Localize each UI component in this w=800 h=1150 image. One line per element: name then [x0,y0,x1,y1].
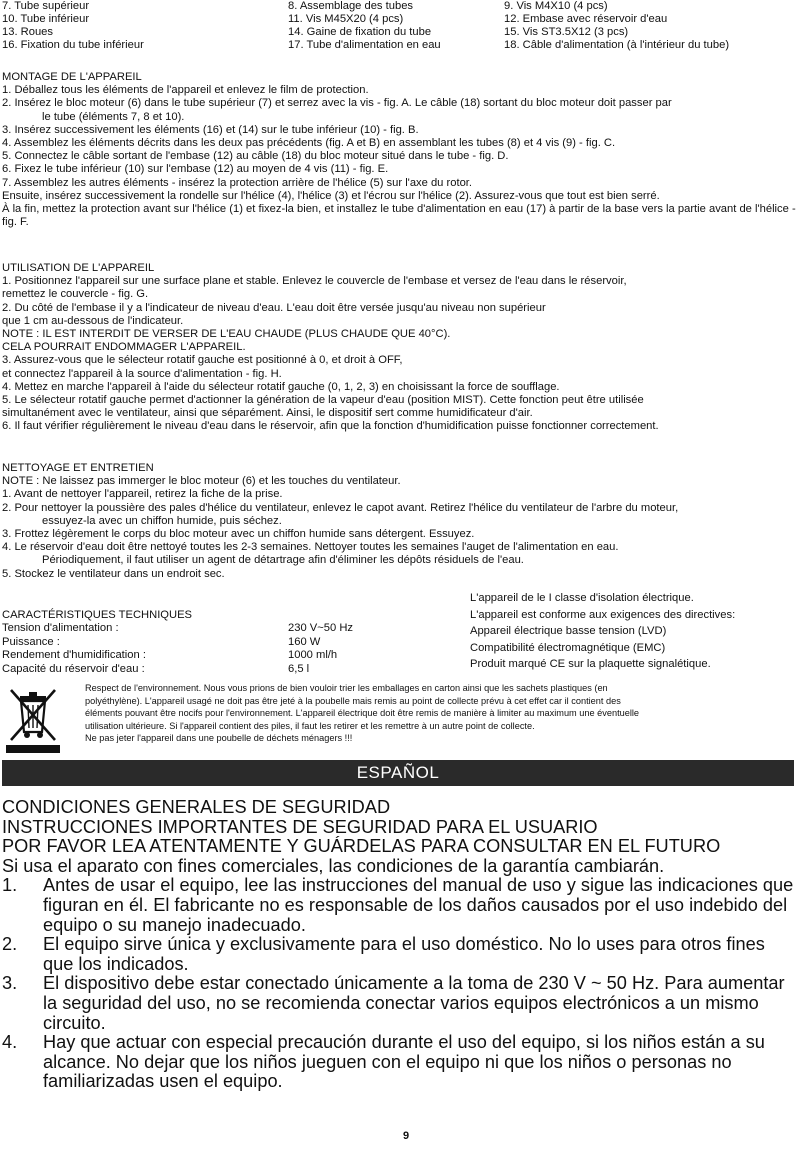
spec-label: Puissance : [2,635,60,648]
safety-item [2,1033,798,1092]
item-number: 2. [2,934,18,955]
instruction-line: essuyez-la avec un chiffon humide, puis séchez. [42,514,282,527]
part-item: 18. Câble d'alimentation (à l'intérieur du tube) [504,39,730,51]
instruction-line: 7. Assemblez les autres éléments - insérez la protection arrière de l'hélice (5) sur l'axe du rotor. [2,176,473,189]
recycling-line: polyéthylène). L'appareil usagé ne doit pas être jeté à la poubelle mais remis au point de collecte prévu à cet effet car il contient des [85,695,621,706]
crossed-out-wheelie-bin-icon [2,684,64,754]
item-text: El equipo sirve única y exclusivamente para el uso doméstico. No lo uses para otros fines que los indicados. [43,934,765,974]
compliance-line: L'appareil de le I classe d'isolation électrique. [470,592,694,604]
compliance-line: Produit marqué CE sur la plaquette signalétique. [470,658,711,670]
section-heading: MONTAGE DE L'APPAREIL [2,71,142,83]
section-specs [2,609,472,676]
instruction-line: 5. Le sélecteur rotatif gauche permet d'actionner la génération de la vapeur d'eau (position MIST). Cette fonction peut être utilisée [2,394,644,407]
part-item: 14. Gaine de fixation du tube [288,26,432,38]
compliance-notes [470,590,800,673]
part-item: 9. Vis M4X10 (4 pcs) [504,0,608,12]
instruction-line: le tube (éléments 7, 8 et 10). [42,110,185,123]
safety-item [2,935,798,974]
safety-item [2,974,798,1033]
instruction-line: Ensuite, insérez successivement la rondelle sur l'hélice (4), l'hélice (3) et l'écrou sur l'hélice (2). Assurez-vous que tout est bien serré. [2,189,660,202]
spec-label: Rendement d'humidification : [2,649,146,662]
item-number: 3. [2,973,18,994]
spec-row [2,649,472,662]
warning-line: CELA POURRAIT ENDOMMAGER L'APPAREIL. [2,341,246,354]
instruction-line: 2. Du côté de l'embase il y a l'indicateur de niveau d'eau. L'eau doit être versée jusqu'au niveau non supérieur [2,301,546,314]
instruction-line: 5. Stockez le ventilateur dans un endroit sec. [2,567,225,580]
instruction-line: NOTE : Ne laissez pas immerger le bloc moteur (6) et les touches du ventilateur. [2,475,401,488]
page-number: 9 [402,1130,410,1142]
section-utilisation [2,262,798,434]
instruction-line: 5. Connectez le câble sortant de l'embase (12) au câble (18) du bloc moteur situé dans le tube - fig. D. [2,150,509,163]
recycling-line: Respect de l'environnement. Nous vous prions de bien vouloir trier les emballages en carton ainsi que les sachets plastiques (en [85,683,608,693]
recycling-notice [2,682,798,756]
instruction-line: que 1 cm au-dessous de l'indicateur. [2,314,184,327]
parts-list [2,0,798,52]
instruction-line: 2. Pour nettoyer la poussière des pales d'hélice du ventilateur, enlevez le capot avant. Retirez l'hélice du ventilateur de l'arbre du moteur, [2,501,679,514]
section-heading: NETTOYAGE ET ENTRETIEN [2,462,154,474]
recycling-line: Ne pas jeter l'appareil dans une poubelle de déchets ménagers !!! [85,733,353,744]
warranty-note: Si usa el aparato con fines comerciales, las condiciones de la garantía cambiarán. [2,855,665,876]
instruction-line: 4. Le réservoir d'eau doit être nettoyé toutes les 2-3 semaines. Nettoyer toutes les semaines l'auget de l'alimentation en eau. [2,541,619,554]
instruction-line: 1. Positionnez l'appareil sur une surface plane et stable. Enlevez le couvercle de l'embase et versez de l'eau dans le réservoir, [2,275,627,288]
instruction-line: À la fin, mettez la protection avant sur l'hélice (1) et fixez-la bien, et installez le tube d'alimentation en eau (17) à partir de la base vers la partie avant de l'hélice - fig. F. [2,203,796,229]
safety-heading: INSTRUCCIONES IMPORTANTES DE SEGURIDAD PARA EL USUARIO [2,816,598,837]
safety-heading: CONDICIONES GENERALES DE SEGURIDAD [2,797,391,817]
section-nettoyage [2,462,798,581]
instruction-line: 1. Avant de nettoyer l'appareil, retirez la fiche de la prise. [2,488,283,501]
part-item: 17. Tube d'alimentation en eau [288,39,441,51]
part-item: 15. Vis ST3.5X12 (3 pcs) [504,26,629,38]
warning-line: NOTE : IL EST INTERDIT DE VERSER DE L'EAU CHAUDE (PLUS CHAUDE QUE 40°C). [2,328,451,341]
spec-row [2,663,472,676]
recycling-line: utilisation ultérieure. Si l'appareil contient des piles, il faut les retirer et les remettre à un autre point de collecte. [85,720,535,731]
spec-label: Tension d'alimentation : [2,622,119,635]
parts-row [2,26,798,39]
spec-row [2,622,472,635]
spec-value: 1000 ml/h [288,649,338,662]
instruction-line: 2. Insérez le bloc moteur (6) dans le tube supérieur (7) et serrez avec la vis - fig. A. Le câble (18) sortant du bloc moteur doit passer par [2,97,672,110]
instruction-line: 3. Frottez légèrement le corps du bloc moteur avec un chiffon humide sans détergent. Essuyez. [2,528,475,541]
instruction-line: Périodiquement, il faut utiliser un agent de détartrage afin d'éliminer les dépôts résiduels de l'eau. [42,554,524,567]
instruction-line: 3. Assurez-vous que le sélecteur rotatif gauche est positionné à 0, et droit à OFF, [2,354,403,367]
item-text: El dispositivo debe estar conectado únicamente a la toma de 230 V ~ 50 Hz. Para aumentar la seguridad del uso, no se recomienda conectar varios equipos electrónicos a un mismo circuito. [43,973,785,1033]
safety-headings [2,798,798,876]
instruction-line: 1. Déballez tous les éléments de l'appareil et enlevez le film de protection. [2,84,369,97]
instruction-line: remettez le couvercle - fig. G. [2,288,149,301]
part-item: 7. Tube supérieur [2,0,90,12]
part-item: 11. Vis M45X20 (4 pcs) [288,13,404,25]
parts-row [2,13,798,26]
language-banner: ESPAÑOL [2,760,794,786]
compliance-line: Appareil électrique basse tension (LVD) [470,625,667,637]
instruction-line: 6. Il faut vérifier régulièrement le niveau d'eau dans le réservoir, afin que la fonction d'humidification puisse fonctionner correctement. [2,420,659,433]
section-montage [2,71,798,229]
recycling-line: éléments pouvant être nocifs pour l'environnement. L'appareil électrique doit être remis de manière à limiter au maximum une éventuelle [85,708,640,719]
recycling-text [85,682,785,745]
spec-value: 230 V~50 Hz [288,622,353,635]
section-espanol [2,798,798,1092]
parts-row [2,0,798,13]
item-text: Antes de usar el equipo, lee las instrucciones del manual de uso y sigue las indicaciones que figuran en él. El fabricante no es responsable de los daños causados por el uso indebido del equipo o su manejo inadecuado. [43,875,794,935]
section-heading: CARACTÉRISTIQUES TECHNIQUES [2,609,193,621]
spec-value: 160 W [288,635,321,648]
spec-label: Capacité du réservoir d'eau : [2,662,145,675]
item-number: 1. [2,875,18,896]
item-number: 4. [2,1032,18,1053]
part-item: 13. Roues [2,26,53,38]
parts-row [2,39,798,52]
spec-value: 6,5 l [288,662,310,675]
safety-heading: POR FAVOR LEA ATENTAMENTE Y GUÁRDELAS PARA CONSULTAR EN EL FUTURO [2,836,721,857]
section-heading: UTILISATION DE L'APPAREIL [2,262,155,274]
instruction-line: 4. Assemblez les éléments décrits dans les deux pas précédents (fig. A et B) en assemblant les tubes (8) et 4 vis (9) - fig. C. [2,137,616,150]
instruction-line: 4. Mettez en marche l'appareil à l'aide du sélecteur rotatif gauche (0, 1, 2, 3) en choisissant la force de soufflage. [2,380,560,393]
spec-row [2,636,472,649]
compliance-line: Compatibilité électromagnétique (EMC) [470,641,666,654]
part-item: 10. Tube inférieur [2,13,90,25]
instruction-line: simultanément avec le ventilateur, ainsi que séparément. Ainsi, le dispositif sert comme humidificateur d'air. [2,407,533,420]
part-item: 16. Fixation du tube inférieur [2,39,144,51]
part-item: 12. Embase avec réservoir d'eau [504,13,668,25]
instruction-line: 6. Fixez le tube inférieur (10) sur l'embase (12) au moyen de 4 vis (11) - fig. E. [2,163,389,176]
instruction-line: et connectez l'appareil à la source d'alimentation - fig. H. [2,367,282,380]
item-text: Hay que actuar con especial precaución durante el uso del equipo, si los niños están a su alcance. No dejar que los niños jueguen con el equipo ni que los niños o personas no familiarizadas usen el equipo. [43,1032,765,1092]
part-item: 8. Assemblage des tubes [288,0,414,12]
instruction-line: 3. Insérez successivement les éléments (16) et (14) sur le tube inférieur (10) - fig. B. [2,123,419,136]
compliance-line: L'appareil est conforme aux exigences des directives: [470,608,736,621]
safety-item [2,876,798,935]
